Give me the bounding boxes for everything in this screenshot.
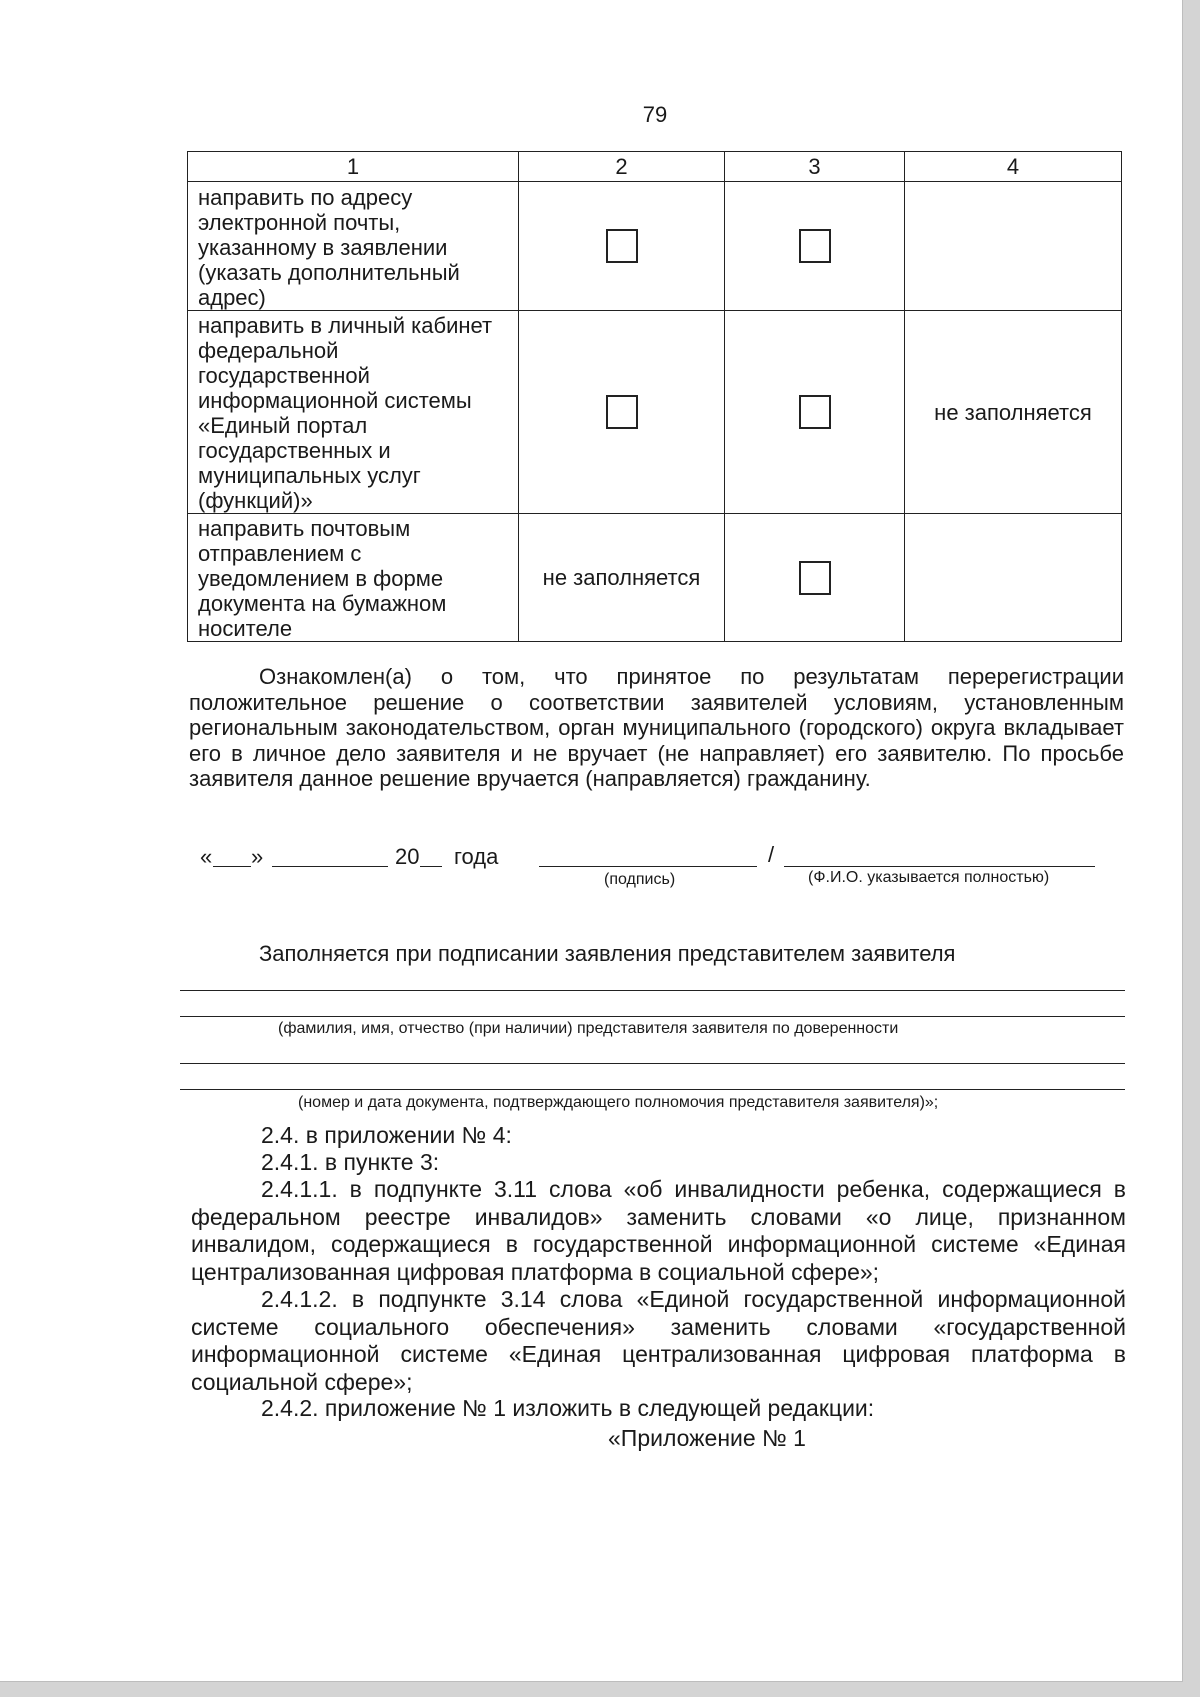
not-filled-text: не заполняется: [519, 514, 725, 642]
full-name-blank[interactable]: [784, 866, 1095, 867]
row-label-email: направить по адресу электронной почты, указанному в заявлении (указать дополнительный адрес): [188, 182, 519, 311]
amendment-2-4-1-2: 2.4.1.2. в подпункте 3.14 слова «Единой государственной информационной системе социального обеспечения» заменить словами «государственной информационной системе «Единая централизованная цифровая платформа в социальной сфере»;: [191, 1286, 1126, 1395]
representative-heading: Заполняется при подписании заявления представителем заявителя: [259, 941, 956, 966]
year-prefix: 20: [395, 844, 420, 869]
close-quote: »: [251, 844, 264, 869]
open-quote: «: [200, 844, 213, 869]
table-cell: [519, 311, 725, 514]
table-cell: [519, 182, 725, 311]
checkbox[interactable]: [606, 395, 638, 429]
amendment-2-4: 2.4. в приложении № 4:: [261, 1122, 512, 1148]
amendment-2-4-1-1: 2.4.1.1. в подпункте 3.11 слова «об инвалидности ребенка, содержащиеся в федеральном реестре инвалидов» заменить словами «о лице, признанном инвалидом, содержащиеся в государственной информационной системе «Единая централизованная цифровая платформа в социальной сфере»;: [191, 1176, 1126, 1285]
checkbox[interactable]: [799, 561, 831, 595]
table-header-cell: 1: [188, 152, 519, 182]
month-blank[interactable]: [272, 866, 388, 867]
table-cell: [905, 514, 1122, 642]
not-filled-text: не заполняется: [905, 311, 1122, 514]
delivery-method-table: [187, 151, 1122, 642]
year-blank[interactable]: [420, 866, 442, 867]
full-name-caption: (Ф.И.О. указывается полностью): [808, 869, 1050, 886]
table-header-row: [188, 152, 1122, 182]
table-row: [188, 311, 1122, 514]
table-cell: [725, 514, 905, 642]
representative-document-line-1[interactable]: [180, 1063, 1125, 1064]
table-row: [188, 182, 1122, 311]
acknowledgement-paragraph: Ознакомлен(а) о том, что принятое по результатам перерегистрации положительное решение о соответствии заявителей условиям, установленным региональным законодательством, орган муниципального (городского) округа вкладывает его в личное дело заявителя и не вручает (не направляет) его заявителю. По просьбе заявителя данное решение вручается (направляется) гражданину.: [189, 664, 1124, 791]
appendix-title: «Приложение № 1: [608, 1425, 806, 1451]
checkbox[interactable]: [799, 395, 831, 429]
signature-blank[interactable]: [539, 866, 757, 867]
signature-caption: (подпись): [604, 871, 676, 888]
representative-name-line-1[interactable]: [180, 990, 1125, 991]
representative-document-caption: (номер и дата документа, подтверждающего полномочия представителя заявителя)»;: [298, 1094, 939, 1111]
table-header-cell: 3: [725, 152, 905, 182]
representative-document-line-2[interactable]: [180, 1089, 1125, 1090]
page-number: 79: [642, 102, 668, 127]
representative-name-line-2[interactable]: [180, 1016, 1125, 1017]
table-row: [188, 514, 1122, 642]
day-blank[interactable]: [213, 866, 251, 867]
checkbox[interactable]: [799, 229, 831, 263]
checkbox[interactable]: [606, 229, 638, 263]
row-label-portal: направить в личный кабинет федеральной государственной информационной системы «Единый портал государственных и муниципальных услуг (функций)»: [188, 311, 519, 514]
year-suffix: года: [454, 844, 499, 869]
amendment-2-4-1: 2.4.1. в пункте 3:: [261, 1149, 440, 1175]
table-cell: [725, 311, 905, 514]
table-cell: [725, 182, 905, 311]
slash: /: [768, 842, 775, 867]
amendment-2-4-2: 2.4.2. приложение № 1 изложить в следующей редакции:: [261, 1395, 875, 1421]
representative-name-caption: (фамилия, имя, отчество (при наличии) представителя заявителя по доверенности: [278, 1020, 899, 1037]
table-header-cell: 2: [519, 152, 725, 182]
table-cell: [905, 182, 1122, 311]
table-header-cell: 4: [905, 152, 1122, 182]
row-label-post: направить почтовым отправлением с уведомлением в форме документа на бумажном носителе: [188, 514, 519, 642]
